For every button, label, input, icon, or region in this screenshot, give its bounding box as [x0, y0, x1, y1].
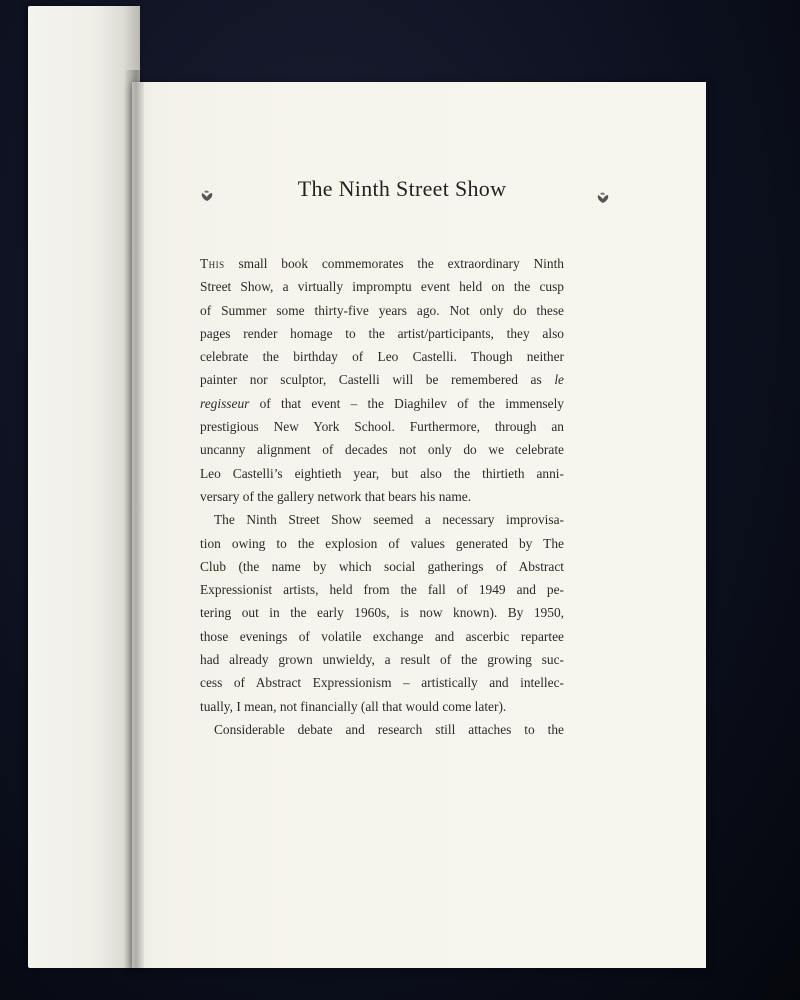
- text-line: of Summer some thirty-five years ago. Not only do these: [200, 302, 564, 318]
- text-line: tering out in the early 1960s, is now known). By 1950,: [200, 605, 564, 621]
- text-line: Club (the name by which social gatherings of Abstract: [200, 558, 564, 574]
- text-line: cess of Abstract Expressionism – artistically and intellec-: [200, 675, 564, 691]
- text-line: [200, 368, 564, 391]
- chapter-title: The Ninth Street Show: [297, 176, 507, 201]
- text-line: prestigious New York School. Furthermore, through an: [200, 419, 564, 435]
- text-line: [200, 252, 564, 275]
- italic-word: regisseur: [200, 395, 250, 411]
- small-caps-lead: This: [200, 256, 225, 271]
- leaf-ornament-icon: [596, 192, 610, 204]
- book-page: [132, 82, 706, 968]
- text-line: uncanny alignment of decades not only do we celebrate: [200, 442, 564, 458]
- text-line: had already grown unwieldy, a result of the growing suc-: [200, 652, 564, 668]
- text-line: versary of the gallery network that bears his name.: [200, 488, 472, 504]
- text-line: Leo Castelli’s eightieth year, but also the thirtieth anni-: [200, 465, 564, 481]
- book-gutter-shadow: [124, 70, 144, 970]
- text-line: The Ninth Street Show seemed a necessary improvisa-: [214, 512, 564, 528]
- text-line: [200, 392, 564, 415]
- body-text: [200, 252, 564, 741]
- text-line: those evenings of volatile exchange and ascerbic repartee: [200, 628, 564, 644]
- line-text: of that event – the Diaghilev of the immensely: [249, 395, 564, 411]
- leaf-ornament-icon: [200, 190, 214, 202]
- text-line: tually, I mean, not financially (all that would come later).: [200, 698, 507, 714]
- text-line: Street Show, a virtually impromptu event held on the cusp: [200, 279, 564, 295]
- text-line: Expressionist artists, held from the fall of 1949 and pe-: [200, 582, 564, 598]
- text-line: Considerable debate and research still attaches to the: [214, 721, 564, 737]
- text-line: tion owing to the explosion of values generated by The: [200, 535, 564, 551]
- line-text: small book commemorates the extraordinary Ninth: [224, 256, 564, 271]
- italic-word: le: [554, 372, 564, 388]
- text-line: pages render homage to the artist/participants, they also: [200, 325, 564, 341]
- line-text: painter nor sculptor, Castelli will be remembered as: [200, 372, 542, 388]
- chapter-header: [192, 176, 612, 210]
- text-line: celebrate the birthday of Leo Castelli. Though neither: [200, 349, 564, 365]
